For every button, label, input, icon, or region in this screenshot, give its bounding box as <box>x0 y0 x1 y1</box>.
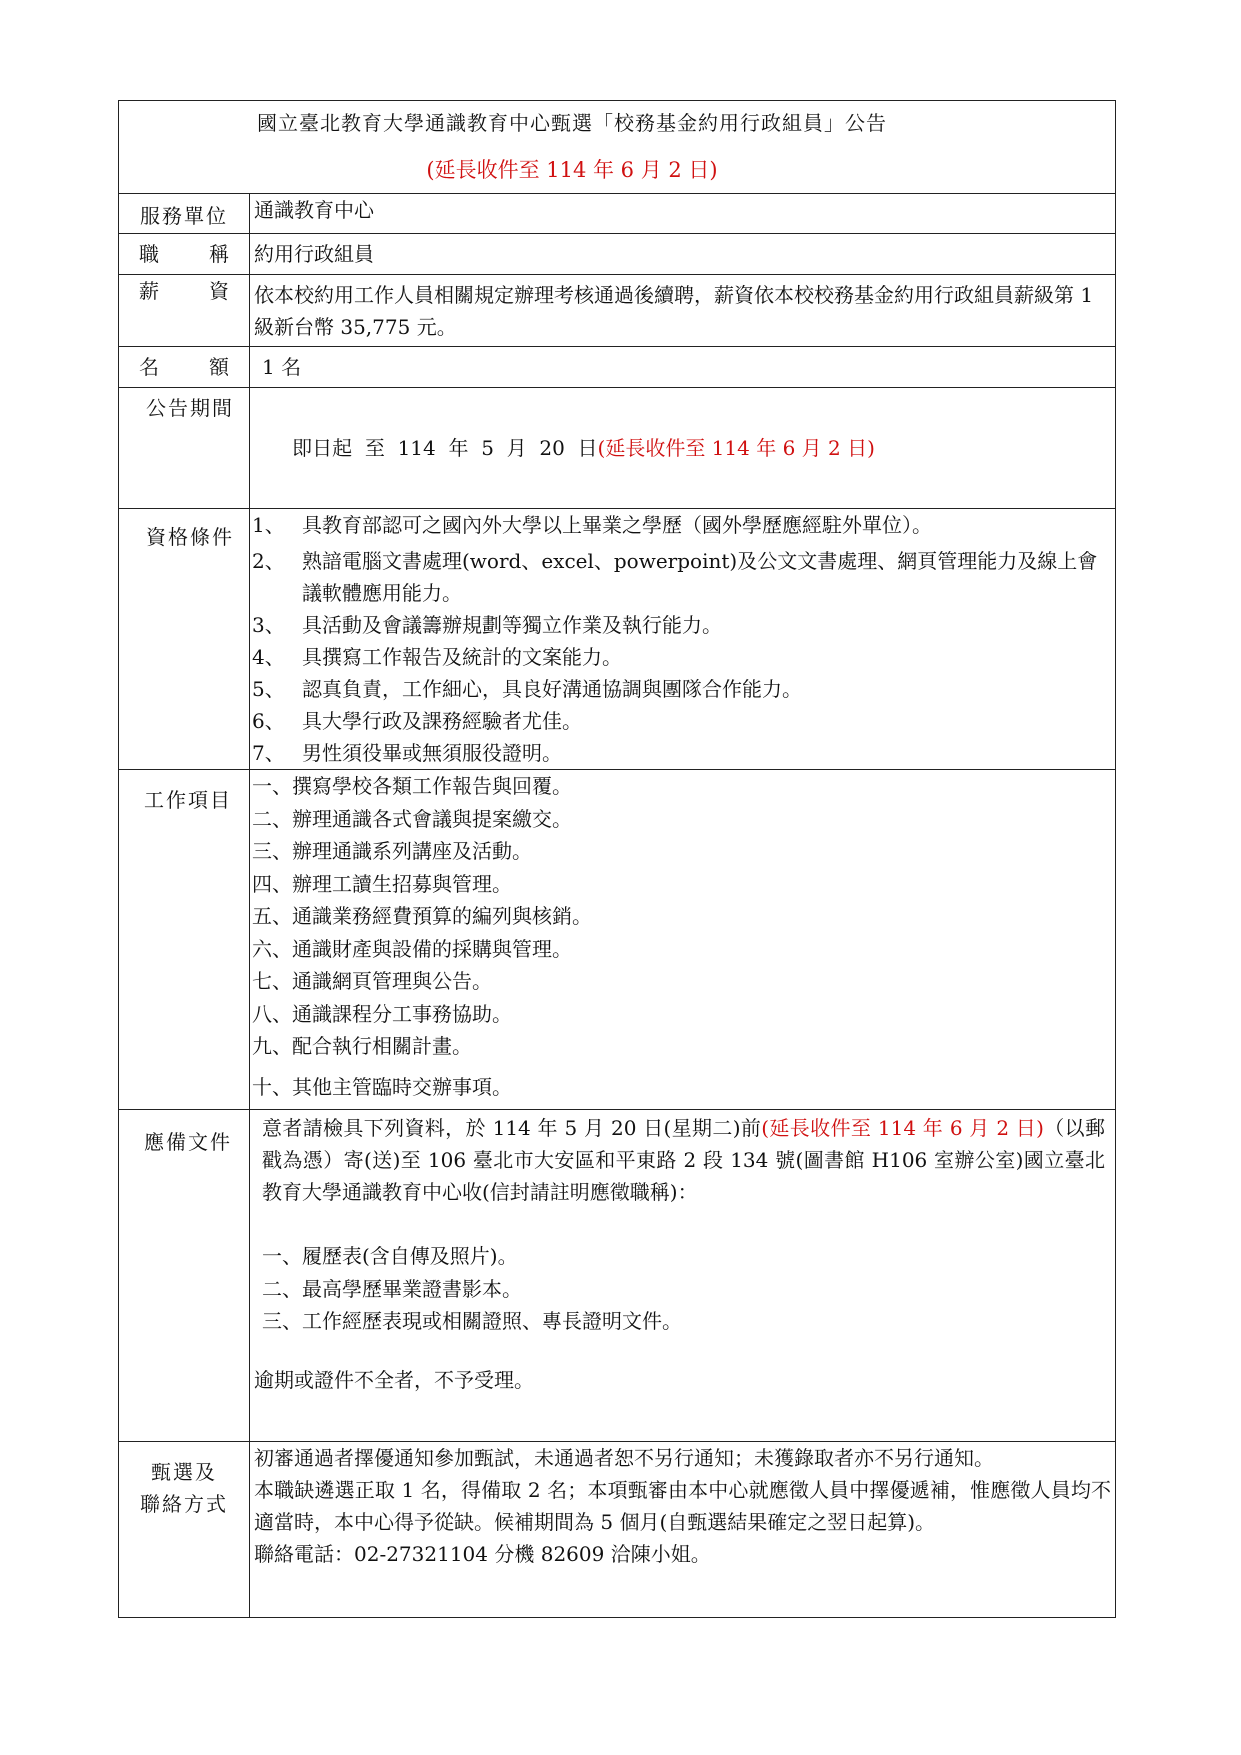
documents-row <box>119 1110 1116 1442</box>
quota-row <box>119 347 1116 388</box>
contact-label-b: 聯絡方式 <box>140 1492 228 1516</box>
qualification-text: 認真負責，工作細心，具良好溝通協調與團隊合作能力。 <box>302 677 802 701</box>
qualification-item <box>252 641 1115 673</box>
qualification-num: 7、 <box>252 741 285 765</box>
duty-item: 五、通識業務經費預算的編列與核銷。 <box>252 904 592 928</box>
contact-screening: 初審通過者擇優通知參加甄試，未通過者恕不另行通知；未獲錄取者亦不另行通知。 <box>254 1446 994 1470</box>
qualifications-list <box>250 509 1116 770</box>
qualifications-label <box>119 509 250 770</box>
position-row <box>119 234 1116 275</box>
qualification-text: 男性須役畢或無須服役證明。 <box>302 741 562 765</box>
duties-label-text: 工作項目 <box>144 788 232 812</box>
duty-item: 九、配合執行相關計畫。 <box>252 1034 472 1058</box>
qualification-text: 具大學行政及課務經驗者尤佳。 <box>302 709 582 733</box>
position-label-b: 稱 <box>209 242 231 266</box>
documents-label-text: 應備文件 <box>144 1130 232 1154</box>
qualification-text: 具活動及會議籌辦規劃等獨立作業及執行能力。 <box>302 613 722 637</box>
qualification-item <box>252 673 1115 705</box>
unit-value: 通識教育中心 <box>250 194 1116 234</box>
document-item: 二、最高學歷畢業證書影本。 <box>262 1276 522 1301</box>
contact-phone: 聯絡電話：02-27321104 分機 82609 洽陳小姐。 <box>254 1542 711 1566</box>
contact-selection: 本職缺遴選正取 1 名，得備取 2 名；本項甄審由本中心就應徵人員中擇優遞補，惟應徵人員均不適當時，本中心得予從缺。候補期間為 5 個月(自甄選結果確定之翌日起算)。 <box>254 1478 1111 1534</box>
qualification-num: 3、 <box>252 613 285 637</box>
period-value: 即日起 至 114 年 5 月 20 日 <box>292 436 598 460</box>
duty-item: 六、通識財產與設備的採購與管理。 <box>252 936 572 961</box>
period-value-cell <box>250 388 1116 509</box>
documents-intro-b: （以郵戳為憑）寄(送)至 106 臺北市大安區和平東路 2 段 134 號(圖書館 H106 室辦公室)國立臺北教育大學通識教育中心收(信封請註明應徵職稱)： <box>262 1116 1105 1204</box>
duty-item: 十、其他主管臨時交辦事項。 <box>252 1074 512 1099</box>
contact-label <box>119 1442 250 1618</box>
title-row <box>119 101 1116 194</box>
contact-label-a: 甄選及 <box>151 1460 217 1484</box>
qualifications-label-text: 資格條件 <box>146 525 234 549</box>
period-row <box>119 388 1116 509</box>
documents-intro-a: 意者請檢具下列資料，於 114 年 5 月 20 日(星期二)前 <box>262 1116 762 1140</box>
quota-label-b: 額 <box>209 355 231 379</box>
duties-row <box>119 770 1116 1110</box>
qualification-num: 2、 <box>252 549 285 573</box>
duty-item: 八、通識課程分工事務協助。 <box>252 1001 512 1026</box>
contact-row <box>119 1442 1116 1618</box>
documents-note: 逾期或證件不全者，不予受理。 <box>254 1367 534 1392</box>
salary-value: 依本校約用工作人員相關規定辦理考核通過後續聘，薪資依本校校務基金約用行政組員薪級第 1 級新台幣 35,775 元。 <box>250 275 1116 347</box>
qualification-num: 1、 <box>252 513 285 537</box>
contact-content <box>250 1442 1116 1618</box>
position-value: 約用行政組員 <box>250 234 1116 275</box>
document-item: 一、履歷表(含自傳及照片)。 <box>262 1244 518 1268</box>
document-item: 三、工作經歷表現或相關證照、專長證明文件。 <box>262 1309 682 1333</box>
duties-list <box>250 770 1116 1110</box>
qualification-item <box>252 545 1115 609</box>
qualification-text: 具撰寫工作報告及統計的文案能力。 <box>302 645 622 669</box>
notice-title: 國立臺北教育大學通識教育中心甄選「校務基金約用行政組員」公告 <box>257 111 887 135</box>
qualification-text: 熟諳電腦文書處理(word、excel、powerpoint)及公文文書處理、網頁管理能力及線上會議軟體應用能力。 <box>302 549 1098 605</box>
title-cell <box>119 101 1116 194</box>
salary-label-a: 薪 <box>139 279 161 303</box>
qualification-item <box>252 609 1115 641</box>
documents-intro <box>250 1110 1115 1208</box>
notice-extension: (延長收件至 114 年 6 月 2 日) <box>426 158 718 182</box>
duty-item: 三、辦理通識系列講座及活動。 <box>252 839 532 863</box>
qualification-text: 具教育部認可之國內外大學以上畢業之學歷（國外學歷應經駐外單位）。 <box>302 513 932 537</box>
documents-label <box>119 1110 250 1442</box>
unit-label <box>119 194 250 234</box>
qualifications-row <box>119 509 1116 770</box>
announcement-table <box>118 100 1116 1618</box>
duty-item: 二、辦理通識各式會議與提案繳交。 <box>252 806 572 831</box>
qualification-num: 6、 <box>252 709 285 733</box>
position-label <box>119 234 250 275</box>
duty-item: 七、通識網頁管理與公告。 <box>252 969 492 993</box>
announcement-sheet <box>118 100 1115 1618</box>
duties-label <box>119 770 250 1110</box>
position-label-a: 職 <box>139 242 161 266</box>
unit-row <box>119 194 1116 234</box>
qualification-item <box>252 509 1115 541</box>
qualification-item <box>252 737 1115 769</box>
period-label <box>119 388 250 509</box>
salary-label <box>119 275 250 347</box>
duty-item: 四、辦理工讀生招募與管理。 <box>252 871 512 896</box>
period-label-text: 公告期間 <box>146 396 234 420</box>
documents-intro-red: (延長收件至 114 年 6 月 2 日) <box>761 1116 1044 1140</box>
salary-label-b: 資 <box>209 279 231 303</box>
unit-label-text: 服務單位 <box>140 204 228 228</box>
quota-value: 1 名 <box>250 347 1116 388</box>
duty-item: 一、撰寫學校各類工作報告與回覆。 <box>252 774 572 798</box>
quota-label-a: 名 <box>139 355 161 379</box>
documents-content <box>250 1110 1116 1442</box>
quota-label <box>119 347 250 388</box>
qualification-num: 5、 <box>252 677 285 701</box>
qualification-num: 4、 <box>252 645 285 669</box>
salary-row <box>119 275 1116 347</box>
qualification-item <box>252 705 1115 737</box>
period-extension: (延長收件至 114 年 6 月 2 日) <box>597 436 875 460</box>
